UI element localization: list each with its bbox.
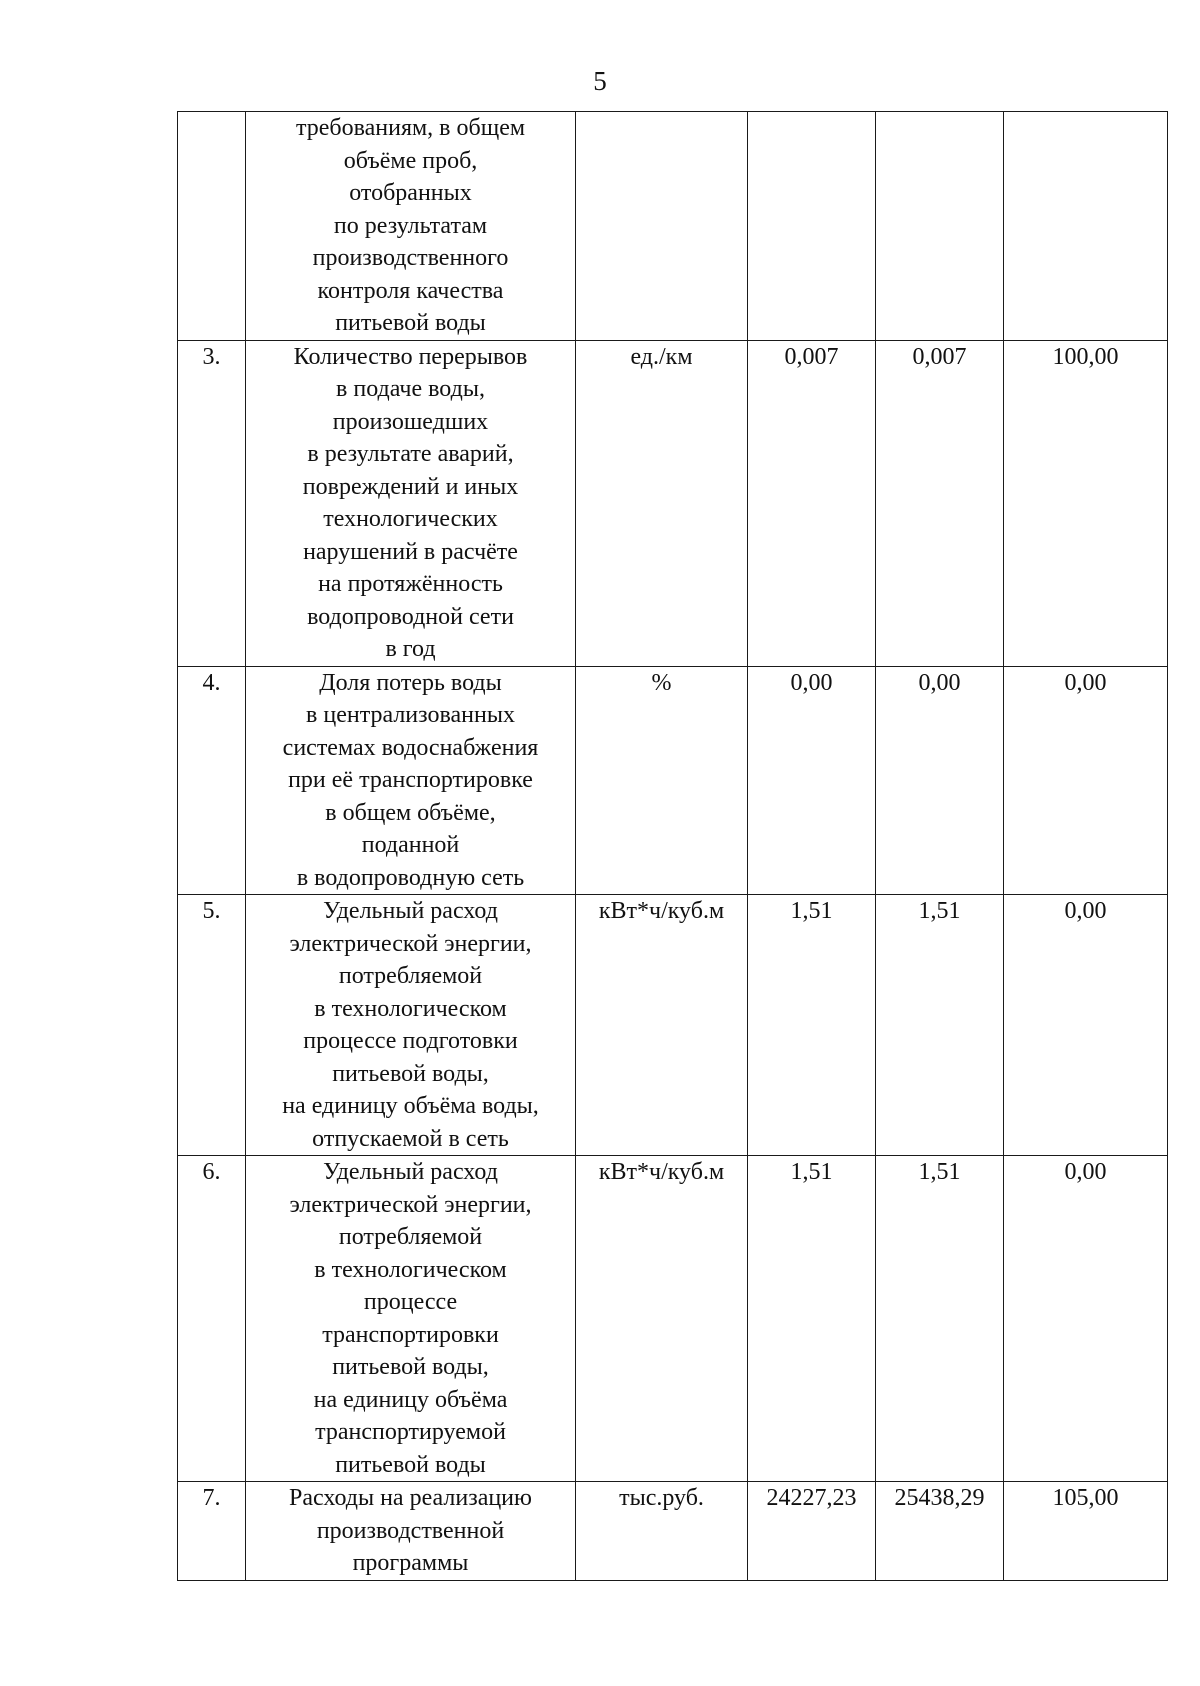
indicator-name-line: на протяжённость <box>318 571 503 597</box>
indicator-name <box>246 666 576 895</box>
indicator-name-line: электрической энергии, <box>289 1191 532 1218</box>
table-body <box>178 112 1168 1581</box>
indicator-name-line: питьевой воды, <box>332 1060 489 1087</box>
value-2-cell: 1,51 <box>876 1156 1004 1482</box>
indicator-name-line: отобранных <box>349 180 472 206</box>
indicator-name-line: повреждений и иных <box>302 473 519 500</box>
indicator-name-line: на единицу объёма <box>313 1386 508 1413</box>
indicator-name-line: в технологическом <box>314 1256 507 1283</box>
value-2-cell: 0,007 <box>876 340 1004 666</box>
value-1-cell <box>748 112 876 341</box>
indicator-name-line: в подаче воды, <box>336 376 485 402</box>
value-3-cell: 0,00 <box>1004 1156 1168 1482</box>
indicator-name-line: питьевой воды <box>335 310 486 336</box>
value-3-cell: 0,00 <box>1004 895 1168 1156</box>
indicator-name-line: в результате аварий, <box>307 441 514 467</box>
page-number: 5 <box>593 66 607 96</box>
row-number: 5. <box>178 895 246 1156</box>
indicator-name-line: контроля качества <box>317 277 504 304</box>
indicator-name-line: питьевой воды <box>335 1451 486 1478</box>
indicator-name <box>246 1482 576 1581</box>
value-1-cell: 1,51 <box>748 1156 876 1482</box>
indicator-name-line: производственной <box>316 1517 505 1544</box>
unit-cell: тыс.руб. <box>576 1482 748 1581</box>
indicator-name-line: водопроводной сети <box>307 603 514 630</box>
unit-cell: кВт*ч/куб.м <box>576 895 748 1156</box>
unit-cell: % <box>576 666 748 895</box>
value-1-cell: 1,51 <box>748 895 876 1156</box>
indicator-name-line: питьевой воды, <box>332 1354 489 1380</box>
indicator-name-line: отпускаемой в сеть <box>312 1125 509 1152</box>
table-row <box>178 895 1168 1156</box>
indicator-name <box>246 1156 576 1482</box>
indicator-name <box>246 112 576 341</box>
indicator-name-line: при её транспортировке <box>288 767 533 793</box>
indicator-name-line: требованиям, в общем <box>295 115 526 141</box>
unit-cell: кВт*ч/куб.м <box>576 1156 748 1482</box>
unit-cell <box>576 112 748 341</box>
table-row <box>178 1482 1168 1581</box>
value-1-cell: 24227,23 <box>748 1482 876 1581</box>
value-2-cell: 1,51 <box>876 895 1004 1156</box>
indicator-name-line: Количество перерывов <box>293 343 528 370</box>
value-2-cell: 25438,29 <box>876 1482 1004 1581</box>
indicator-name-line: Удельный расход <box>323 1159 498 1185</box>
indicator-name-line: программы <box>352 1550 469 1576</box>
table-row <box>178 112 1168 341</box>
value-3-cell: 0,00 <box>1004 666 1168 895</box>
indicator-name <box>246 895 576 1156</box>
indicator-name-line: технологических <box>323 506 498 532</box>
indicator-name-line: производственного <box>312 245 509 271</box>
indicator-name-line: на единицу объёма воды, <box>282 1093 539 1119</box>
indicator-name-line: транспортируемой <box>315 1419 506 1445</box>
value-1-cell: 0,00 <box>748 666 876 895</box>
indicator-name-line: процессе <box>363 1289 458 1315</box>
indicator-name-line: нарушений в расчёте <box>303 538 518 565</box>
indicator-name-line: потребляемой <box>338 1224 483 1250</box>
indicator-name-line: в общем объёме, <box>325 799 496 826</box>
indicator-name-line: поданной <box>361 832 460 858</box>
indicator-name-line: системах водоснабжения <box>282 734 539 761</box>
row-number: 3. <box>178 340 246 666</box>
indicator-name-line: объёме проб, <box>343 147 478 174</box>
table-row <box>178 1156 1168 1482</box>
table-row <box>178 666 1168 895</box>
indicator-name-line: процессе подготовки <box>303 1028 518 1054</box>
indicator-name-line: транспортировки <box>322 1321 499 1348</box>
indicator-name <box>246 340 576 666</box>
value-3-cell <box>1004 112 1168 341</box>
indicator-name-line: по результатам <box>333 212 488 239</box>
row-number: 6. <box>178 1156 246 1482</box>
indicator-name-line: Доля потерь воды <box>319 669 502 696</box>
value-2-cell: 0,00 <box>876 666 1004 895</box>
table-row <box>178 340 1168 666</box>
value-1-cell: 0,007 <box>748 340 876 666</box>
indicator-name-line: в водопроводную сеть <box>296 864 525 891</box>
value-2-cell <box>876 112 1004 341</box>
row-number <box>178 112 246 341</box>
indicator-name-line: в год <box>385 636 436 662</box>
row-number: 4. <box>178 666 246 895</box>
indicator-name-line: Расходы на реализацию <box>289 1485 532 1511</box>
value-3-cell: 105,00 <box>1004 1482 1168 1581</box>
indicator-name-line: в централизованных <box>306 702 515 728</box>
indicator-name-line: потребляемой <box>338 963 483 989</box>
indicator-name-line: Удельный расход <box>323 898 498 924</box>
indicator-name-line: произошедших <box>332 408 489 435</box>
indicator-name-line: в технологическом <box>314 995 507 1022</box>
unit-cell: ед./км <box>576 340 748 666</box>
value-3-cell: 100,00 <box>1004 340 1168 666</box>
indicators-table <box>177 111 1168 1581</box>
row-number: 7. <box>178 1482 246 1581</box>
indicator-name-line: электрической энергии, <box>289 930 532 957</box>
